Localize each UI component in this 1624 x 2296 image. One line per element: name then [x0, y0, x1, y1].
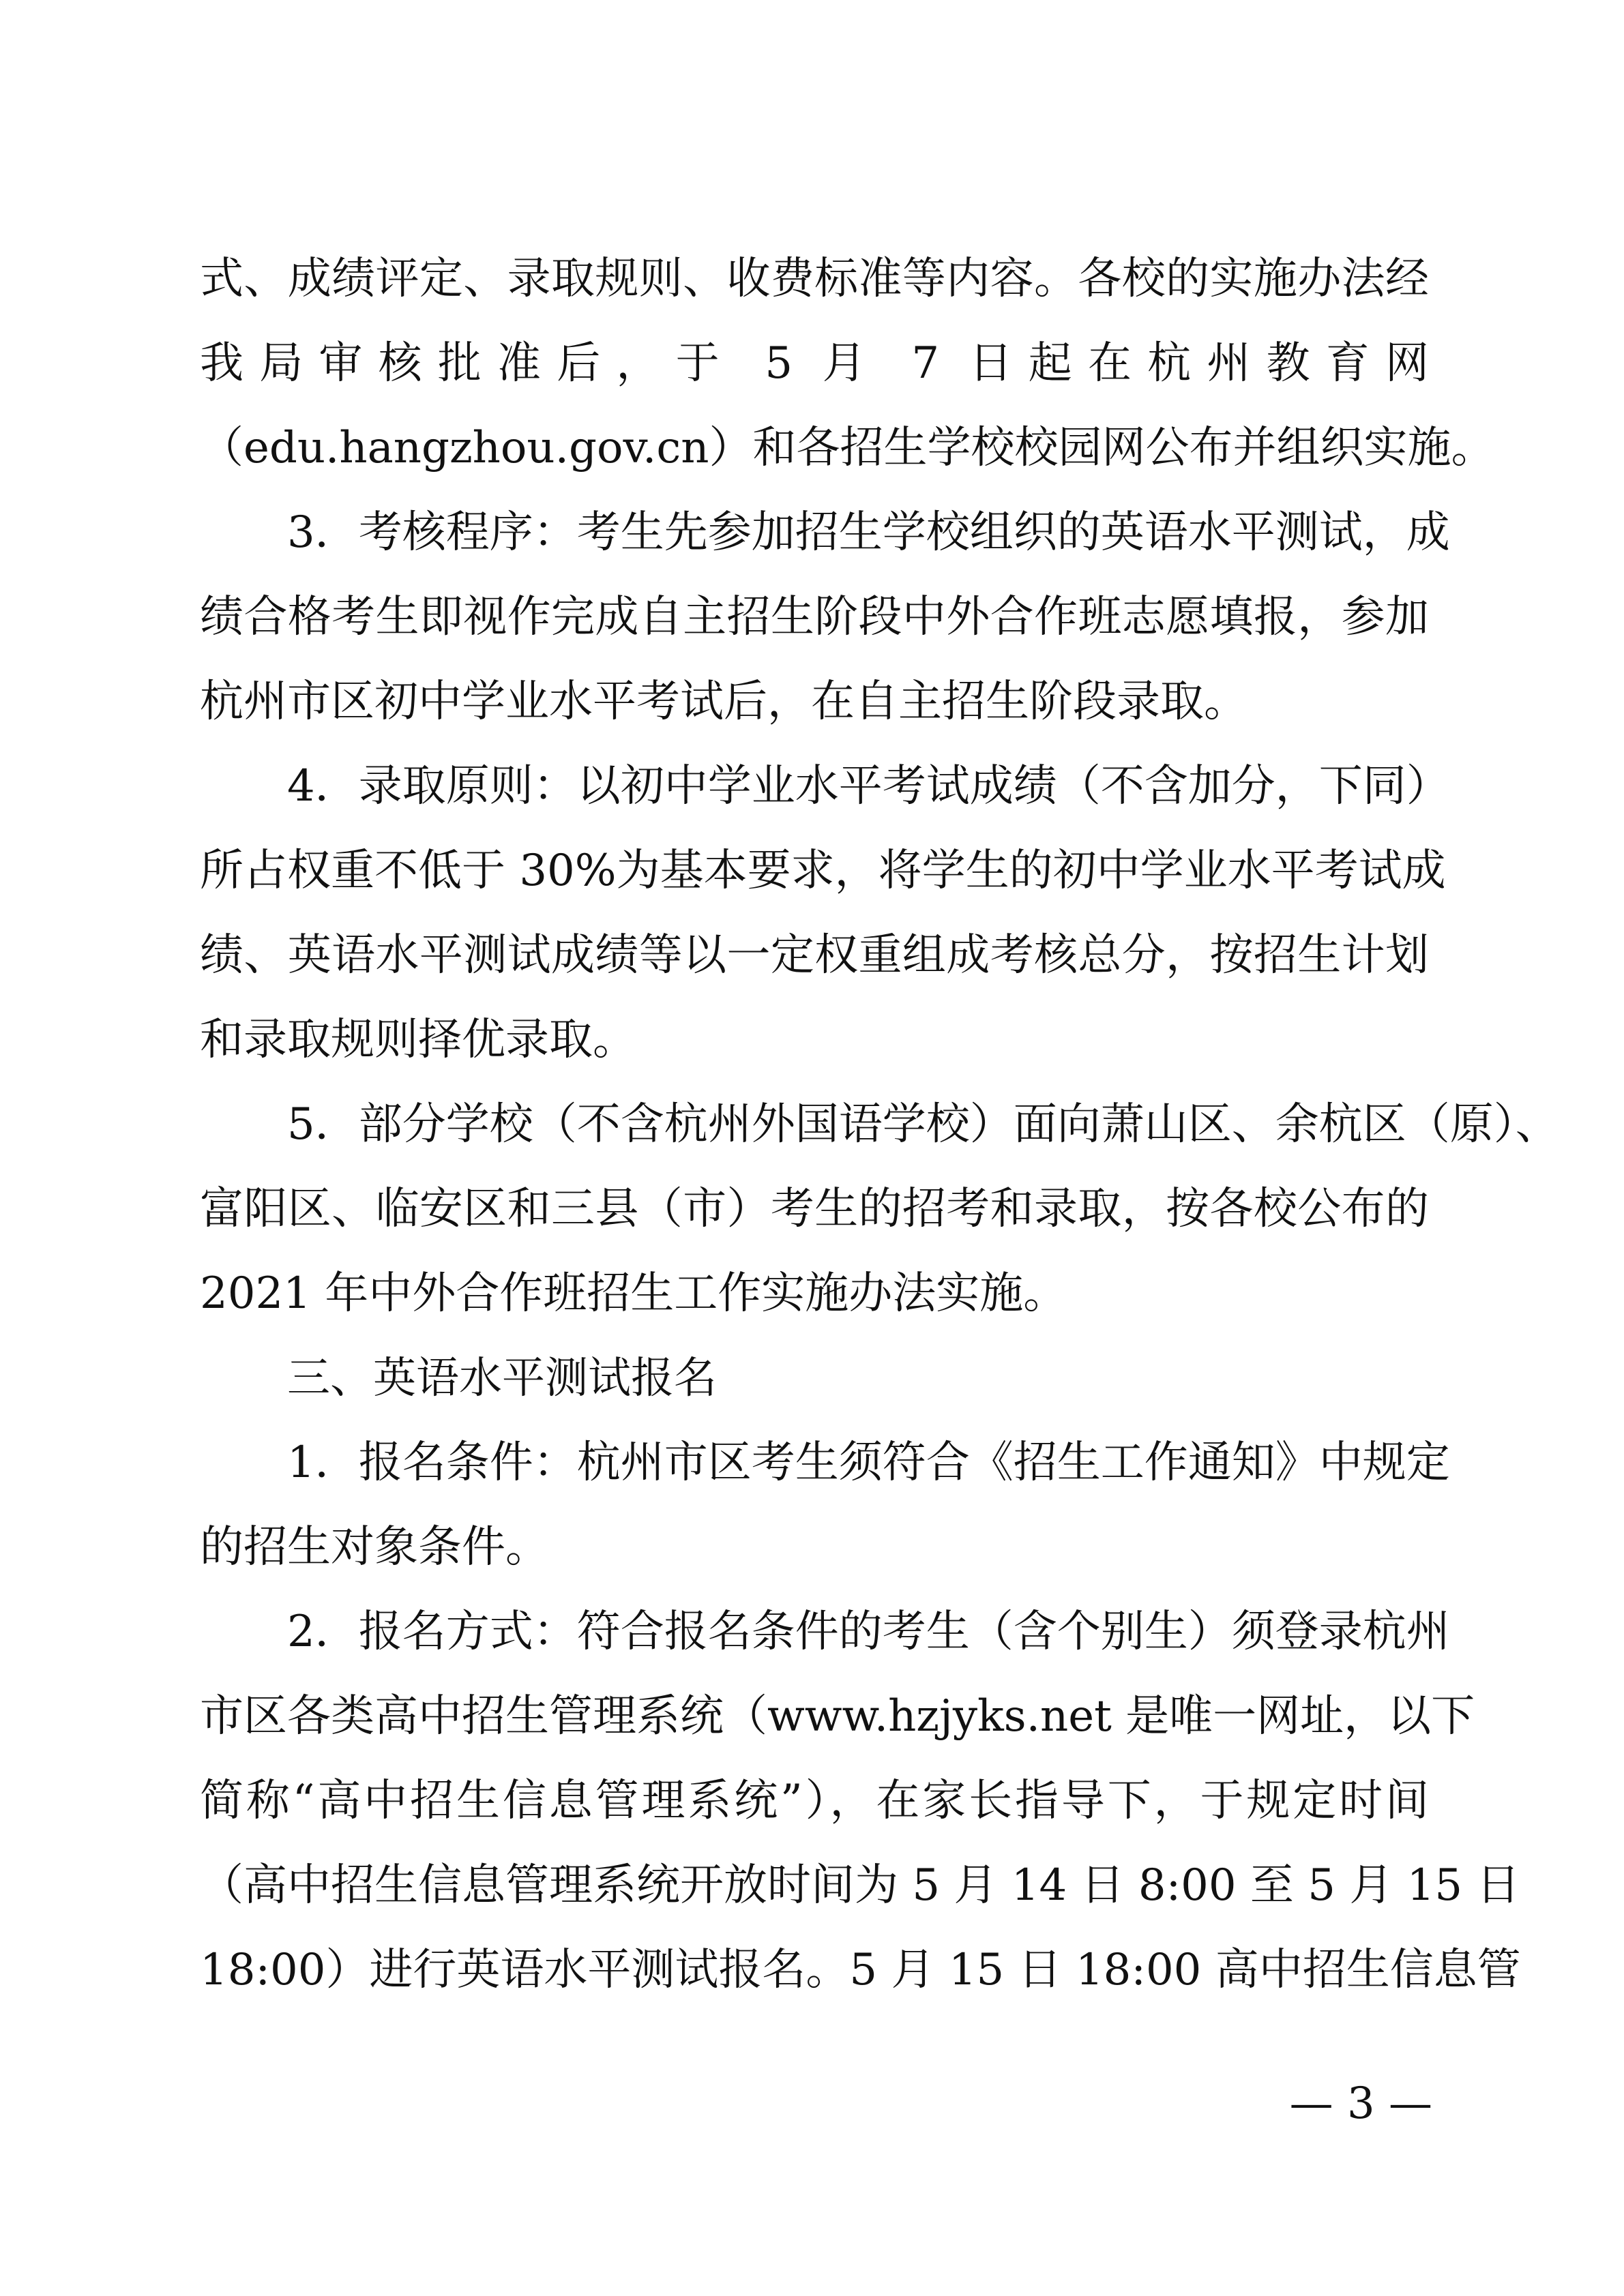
- paragraph-line: 富阳区、临安区和三县（市）考生的招考和录取，按各校公布的: [200, 1184, 1429, 1234]
- paragraph-line: 杭州市区初中学业水平考试后，在自主招生阶段录取。: [200, 676, 1247, 727]
- paragraph-line: 2021 年中外合作班招生工作实施办法实施。: [200, 1268, 1067, 1319]
- paragraph-line: 2．报名方式：符合报名条件的考生（含个别生）须登录杭州: [287, 1607, 1450, 1657]
- paragraph-line: 式、成绩评定、录取规则、收费标准等内容。各校的实施办法经: [200, 254, 1429, 304]
- paragraph-line: （高中招生信息管理系统开放时间为 5 月 14 日 8:00 至 5 月 15 日: [200, 1860, 1520, 1911]
- paragraph-line: 和录取规则择优录取。: [200, 1015, 636, 1065]
- paragraph-line: 5．部分学校（不含杭州外国语学校）面向萧山区、余杭区（原）、: [287, 1099, 1559, 1150]
- paragraph-line: 所占权重不低于 30%为基本要求，将学生的初中学业水平考试成: [200, 846, 1446, 896]
- paragraph-line: （edu.hangzhou.gov.cn）和各招生学校校园网公布并组织实施。: [200, 423, 1495, 473]
- page-number: — 3 —: [1289, 2078, 1432, 2129]
- section-heading: 三、英语水平测试报名: [287, 1353, 717, 1403]
- paragraph-line: 绩、英语水平测试成绩等以一定权重组成考核总分，按招生计划: [200, 930, 1429, 981]
- paragraph-line: 简称“高中招生信息管理系统”），在家长指导下，于规定时间: [200, 1776, 1429, 1826]
- paragraph-line: 的招生对象条件。: [200, 1522, 549, 1572]
- paragraph-line: 18:00）进行英语水平测试报名。5 月 15 日 18:00 高中招生信息管: [200, 1945, 1521, 1995]
- paragraph-line: 市区各类高中招生管理系统（www.hzjyks.net 是唯一网址，以下: [200, 1691, 1475, 1742]
- paragraph-line: 1．报名条件：杭州市区考生须符合《招生工作通知》中规定: [287, 1437, 1450, 1488]
- paragraph-line: 4．录取原则：以初中学业水平考试成绩（不含加分，下同）: [287, 761, 1450, 811]
- paragraph-line: 3．考核程序：考生先参加招生学校组织的英语水平测试，成: [287, 507, 1450, 558]
- paragraph-line: 我局审核批准后，于 5 月 7 日起在杭州教育网: [200, 338, 1429, 389]
- paragraph-line: 绩合格考生即视作完成自主招生阶段中外合作班志愿填报，参加: [200, 592, 1429, 642]
